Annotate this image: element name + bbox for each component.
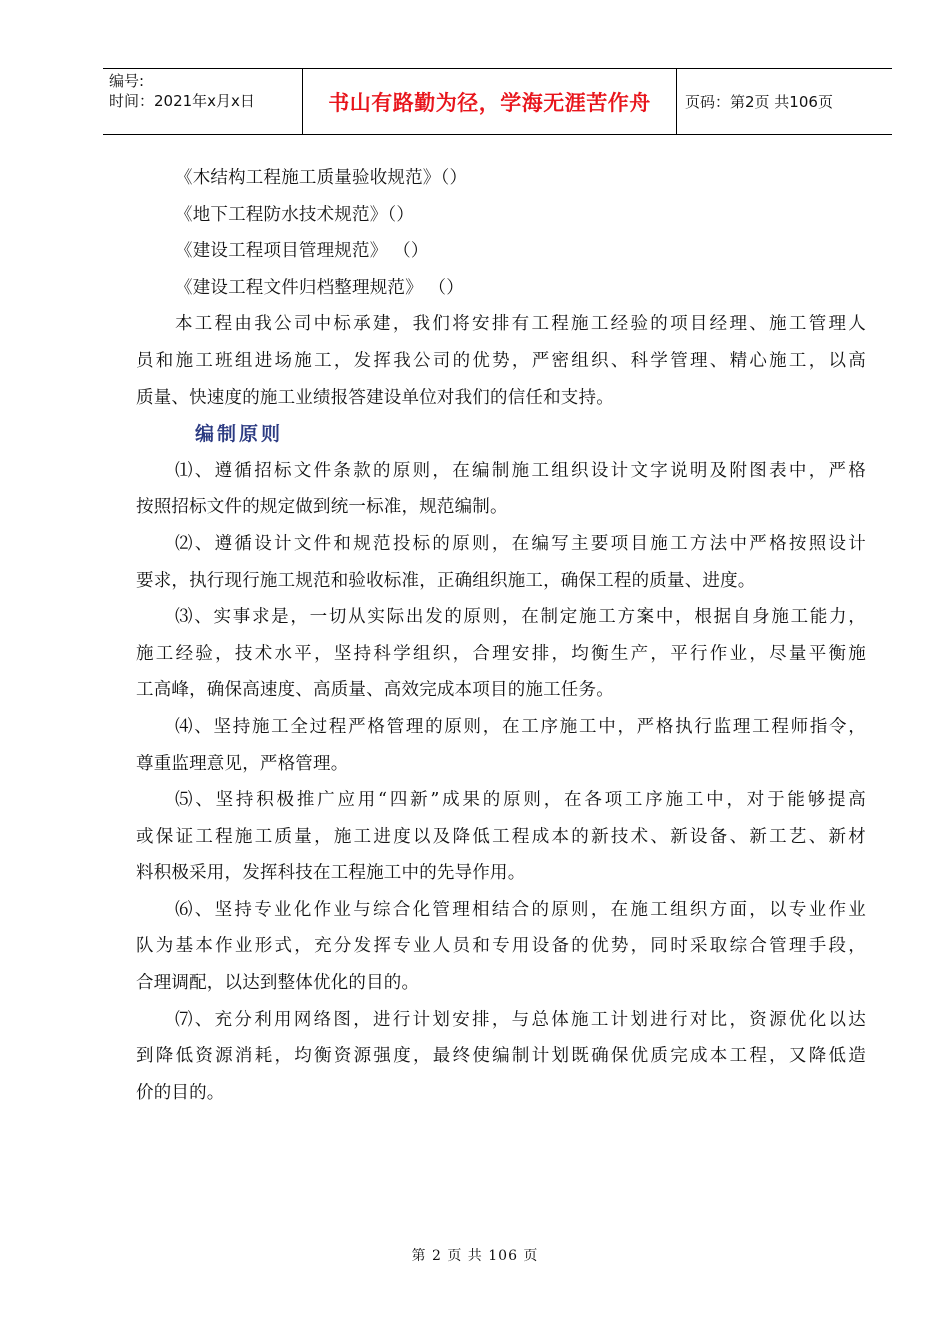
document-body bbox=[136, 160, 866, 1111]
principle-line: ⑵、遵循设计文件和规范投标的原则，在编写主要项目施工方法中严格按照设计 bbox=[175, 533, 866, 554]
spec-line: 《木结构工程施工质量验收规范》（） bbox=[175, 168, 468, 188]
principle-line: ⑷、坚持施工全过程严格管理的原则，在工序施工中，严格执行监理工程师指令， bbox=[175, 716, 866, 737]
spec-line: 《地下工程防水技术规范》（） bbox=[175, 204, 415, 225]
intro-line: 员和施工班组进场施工，发挥我公司的优势，严密组织、科学管理、精心施工，以高 bbox=[136, 350, 866, 371]
number-label: 编号: bbox=[109, 72, 145, 90]
spec-line: 《建设工程文件归档整理规范》 （） bbox=[175, 277, 464, 298]
intro-line: 质量、快速度的施工业绩报答建设单位对我们的信任和支持。 bbox=[136, 387, 614, 408]
principle-line: ⑶、实事求是，一切从实际出发的原则，在制定施工方案中，根据自身施工能力， bbox=[175, 607, 866, 628]
principle-line: 合理调配，以达到整体优化的目的。 bbox=[136, 973, 420, 994]
principle-line: ⑴、遵循招标文件条款的原则，在编制施工组织设计文字说明及附图表中，严格 bbox=[175, 460, 866, 481]
spec-line: 《建设工程项目管理规范》 （） bbox=[175, 241, 429, 262]
principle-line: 料积极采用，发挥科技在工程施工中的先导作用。 bbox=[136, 863, 526, 884]
principle-line: 按照招标文件的规定做到统一标准，规范编制。 bbox=[136, 497, 508, 518]
intro-line: 本工程由我公司中标承建，我们将安排有工程施工经验的项目经理、施工管理人 bbox=[175, 314, 866, 335]
principle-line: 尊重监理意见，严格管理。 bbox=[136, 753, 349, 774]
page-header bbox=[103, 68, 892, 135]
principle-line: 施工经验，技术水平，坚持科学组织，合理安排，均衡生产，平行作业，尽量平衡施 bbox=[136, 643, 866, 664]
page-footer: 第 2 页 共 106 页 bbox=[411, 1248, 539, 1264]
principle-line: ⑸、坚持积极推广应用“四新”成果的原则，在各项工序施工中，对于能够提高 bbox=[175, 790, 866, 811]
section-heading: 编制原则 bbox=[195, 423, 284, 446]
principle-line: ⑹、坚持专业化作业与综合化管理相结合的原则，在施工组织方面，以专业作业 bbox=[175, 899, 866, 920]
time-label: 时间：2021年x月x日 bbox=[109, 92, 255, 110]
principle-line: 工高峰，确保高速度、高质量、高效完成本项目的施工任务。 bbox=[136, 680, 614, 701]
principle-line: 价的目的。 bbox=[136, 1082, 225, 1103]
principle-line: 或保证工程施工质量，施工进度以及降低工程成本的新技术、新设备、新工艺、新材 bbox=[136, 826, 866, 847]
principle-line: 要求，执行现行施工规范和验收标准，正确组织施工，确保工程的质量、进度。 bbox=[136, 570, 756, 591]
header-motto: 书山有路勤为径，学海无涯苦作舟 bbox=[303, 69, 677, 134]
principle-line: ⑺、充分利用网络图，进行计划安排，与总体施工计划进行对比，资源优化以达 bbox=[175, 1009, 866, 1030]
principle-line: 队为基本作业形式，充分发挥专业人员和专用设备的优势，同时采取综合管理手段， bbox=[136, 936, 866, 957]
header-page-info: 页码：第2页 共106页 bbox=[685, 93, 833, 111]
principle-line: 到降低资源消耗，均衡资源强度，最终使编制计划既确保优质完成本工程，又降低造 bbox=[136, 1046, 866, 1067]
header-meta bbox=[103, 69, 303, 134]
